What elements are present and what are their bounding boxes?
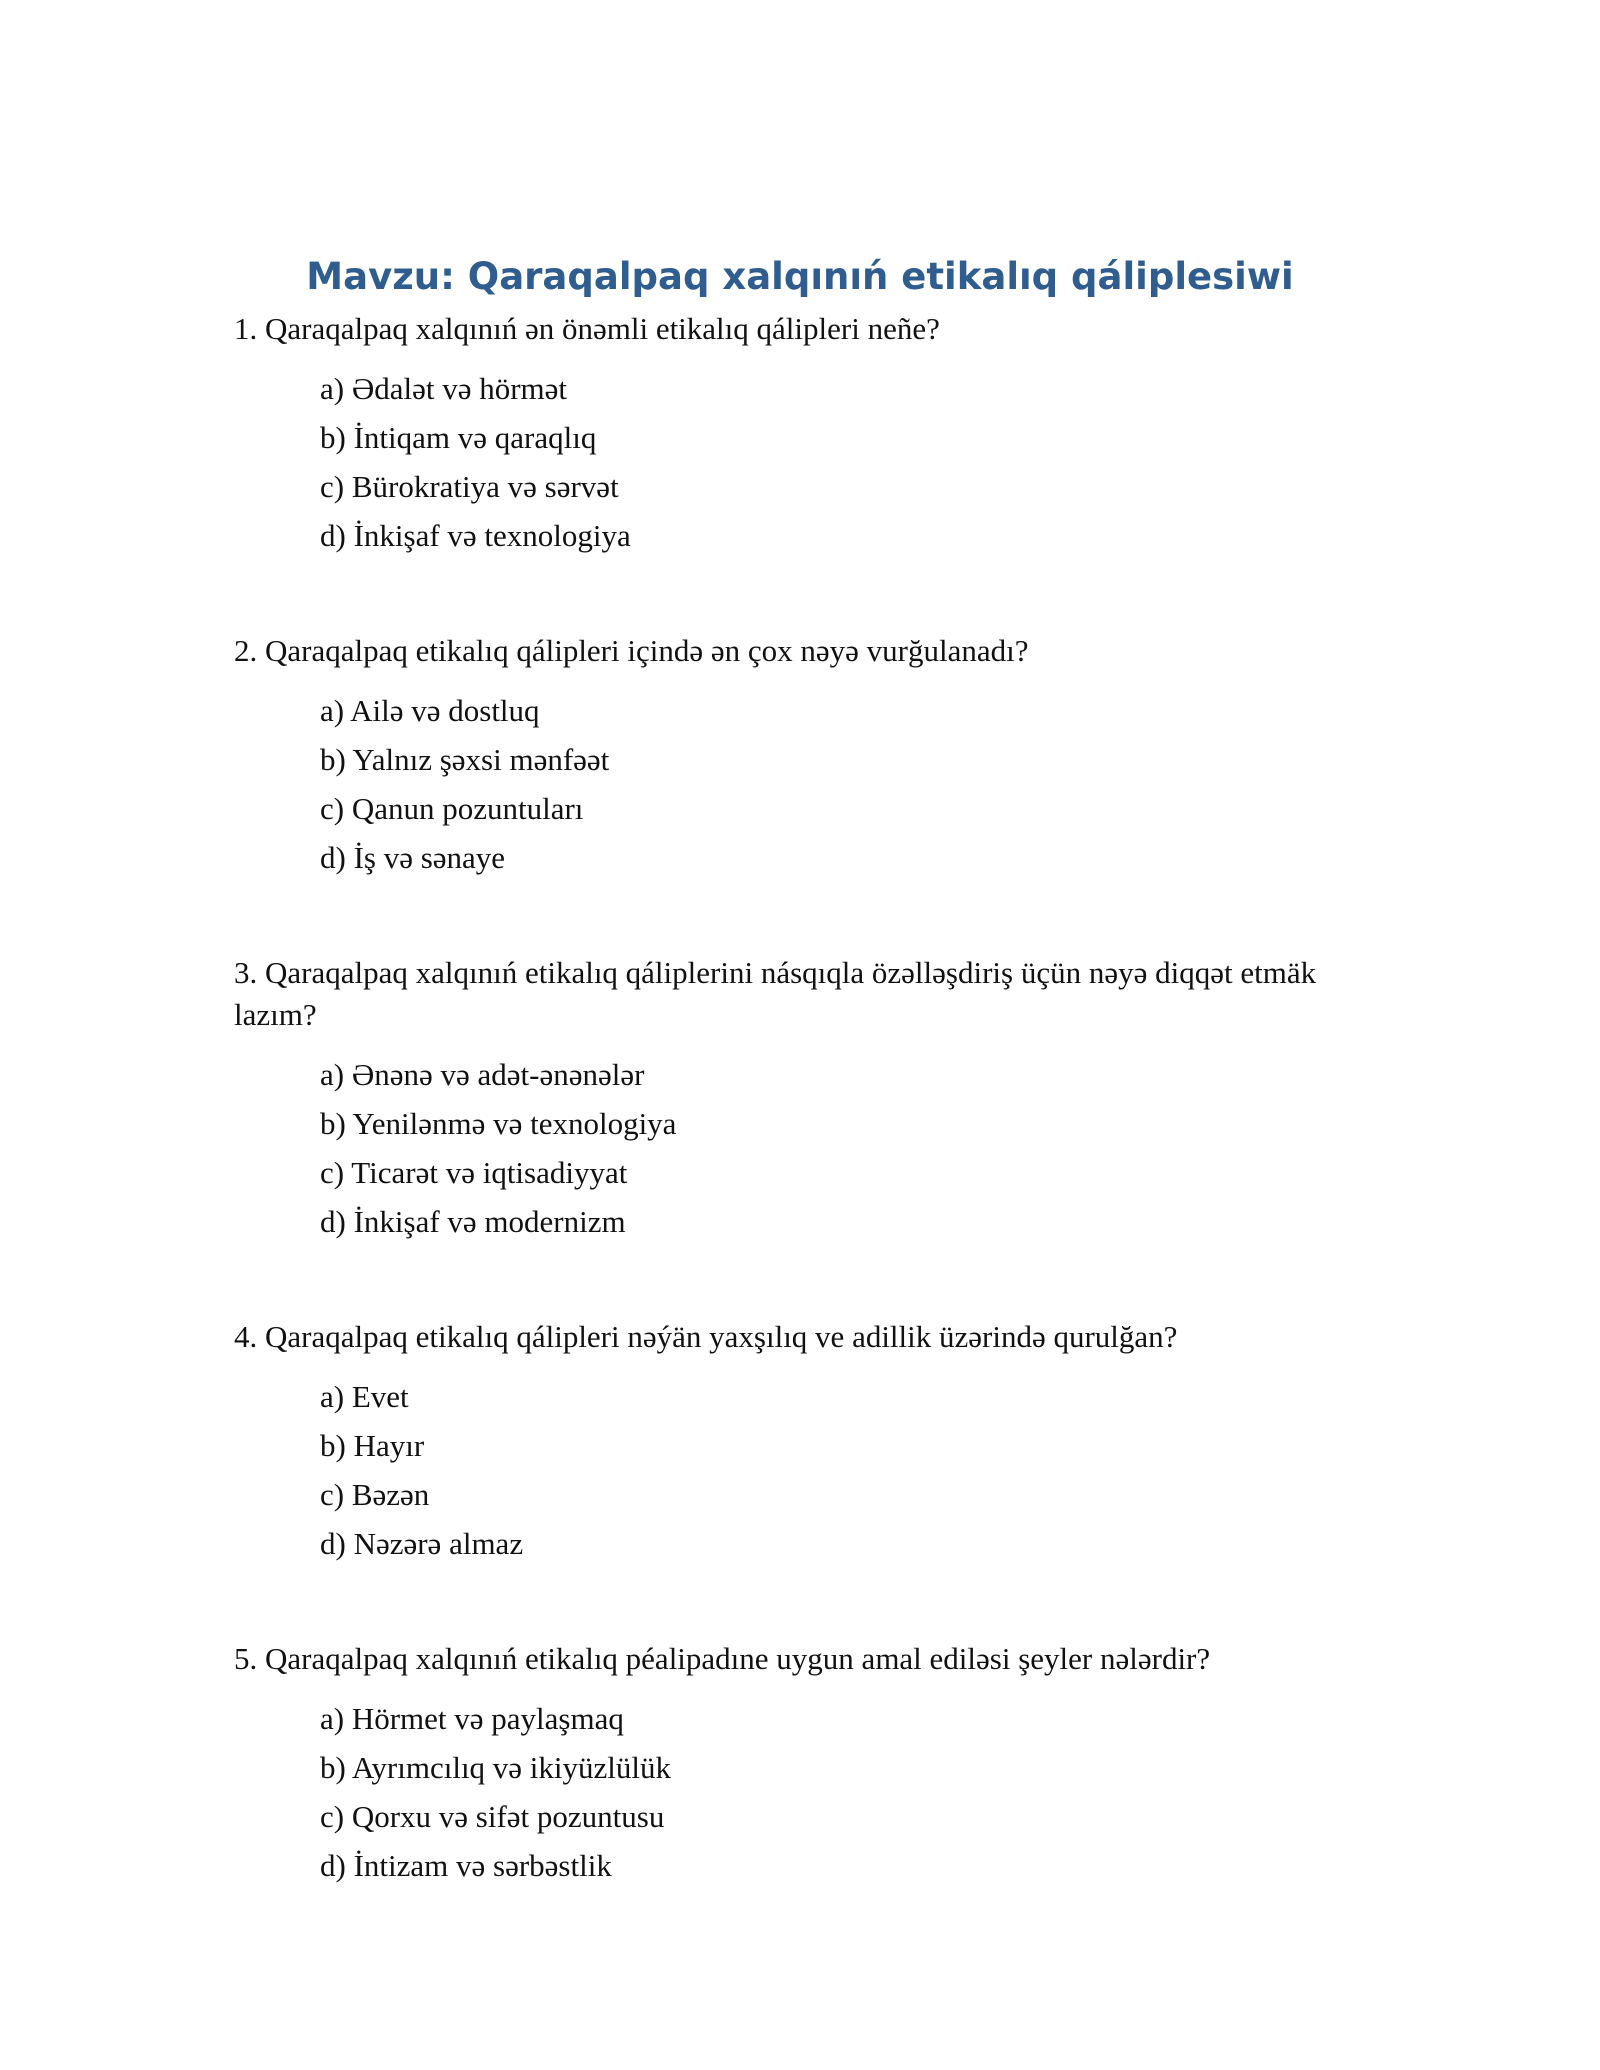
question-block-4 [234,1316,1354,1568]
option-list [234,1694,1354,1890]
option-b: b) Hayır [320,1428,425,1463]
option-d: d) İnkişaf və texnologiya [320,518,631,553]
question-text: 4. Qaraqalpaq etikalıq qálipleri nəýän yaxşılıq ve adillik üzərində qurulğan? [234,1319,1178,1354]
option-c: c) Bəzən [320,1477,430,1512]
option-b: b) Yenilənmə və texnologiya [320,1106,677,1141]
option-c: c) Ticarət və iqtisadiyyat [320,1155,628,1190]
question-text: 1. Qaraqalpaq xalqınıń ən önəmli etikalıq qálipleri neñe? [234,311,940,346]
option-a: a) Ailə və dostluq [320,693,540,728]
option-a: a) Ədalət və hörmət [320,371,568,406]
option-b: b) Yalnız şəxsi mənfəət [320,742,610,777]
option-a: a) Hörmet və paylaşmaq [320,1701,624,1736]
question-block-2 [234,630,1354,882]
question-text: 3. Qaraqalpaq xalqınıń etikalıq qáliplerini násqıqla özəlləşdiriş üçün nəyə diqqət etmäk lazım? [234,955,1317,1032]
option-b: b) İntiqam və qaraqlıq [320,420,597,455]
question-text: 2. Qaraqalpaq etikalıq qálipleri içində ən çox nəyə vurğulanadı? [234,633,1029,668]
option-d: d) Nəzərə almaz [320,1526,524,1561]
option-d: d) İnkişaf və modernizm [320,1204,626,1239]
question-text: 5. Qaraqalpaq xalqınıń etikalıq péalipadıne uygun amal ediləsi şeyler nələrdir? [234,1641,1211,1676]
option-c: c) Bürokratiya və sərvət [320,469,619,504]
option-list [234,1050,1354,1246]
option-b: b) Ayrımcılıq və ikiyüzlülük [320,1750,672,1785]
option-list [234,364,1354,560]
question-block-5 [234,1638,1354,1890]
quiz-content [234,308,1354,1960]
option-list [234,686,1354,882]
question-block-3 [234,952,1354,1246]
document-title: Mavzu: Qaraqalpaq xalqınıń etikalıq qáliplesiwi [306,255,1294,298]
question-block-1 [234,308,1354,560]
option-c: c) Qanun pozuntuları [320,791,584,826]
option-d: d) İntizam və sərbəstlik [320,1848,612,1883]
option-c: c) Qorxu və sifət pozuntusu [320,1799,665,1834]
option-list [234,1372,1354,1568]
option-d: d) İş və sənaye [320,840,506,875]
option-a: a) Ənənə və adət-ənənələr [320,1057,645,1092]
option-a: a) Evet [320,1379,409,1414]
